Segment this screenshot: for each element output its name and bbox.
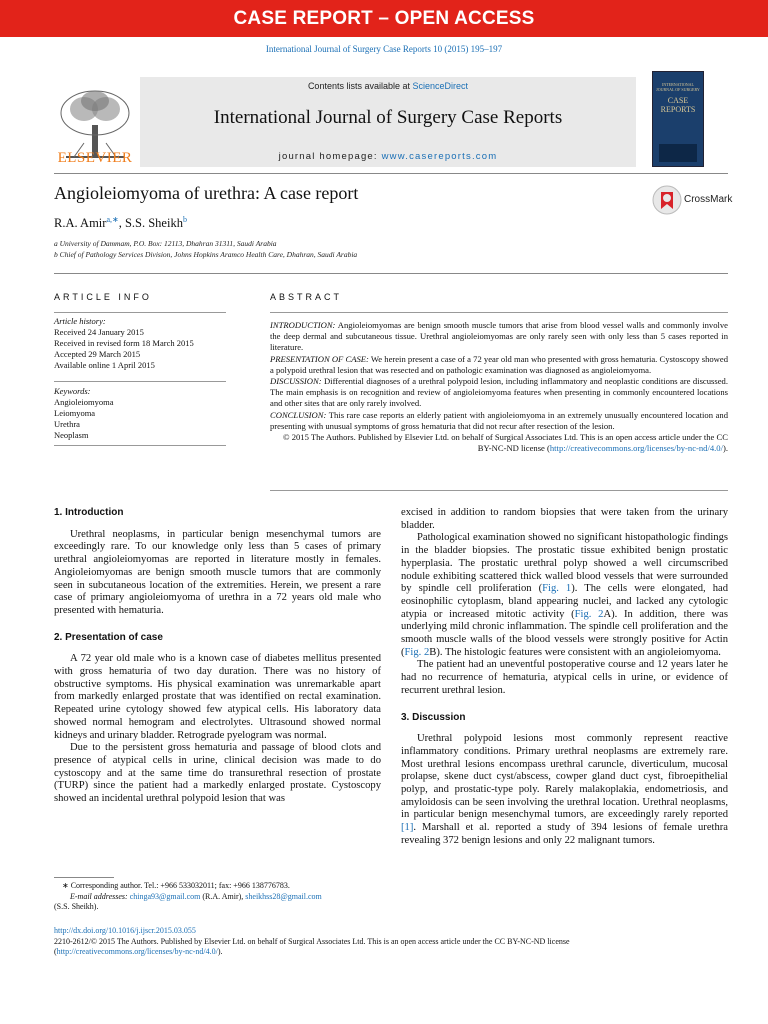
paragraph-text: . Marshall et al. reported a study of 394 lesions of female urethra revealing 372 benign lesions and only 22 malignant tumors.	[401, 822, 728, 846]
email-label: E-mail addresses:	[70, 891, 128, 901]
corresponding-author-footnote	[54, 881, 381, 913]
abstract-copyright	[270, 432, 728, 454]
paragraph	[401, 532, 728, 659]
history-item: Received in revised form 18 March 2015	[54, 338, 194, 348]
paragraph: Urethral neoplasms, in particular benign mesenchymal tumors are exceedingly rare. To our knowledge only less than 5 cases of primary urethral angioleiomyomas are reported in literature mostly in females. Angioleiomyomas are benign smooth muscle tumors that are commonly seen in subcutaneous location of the extremities. Herein, we present a rare case of primary angioleiomyoma of urethra in a 72 years old male who presented with hematuria.	[54, 528, 381, 616]
section-heading-introduction: 1. Introduction	[54, 507, 124, 518]
abstract-divider	[270, 312, 728, 313]
figure-reference[interactable]: Fig. 2	[574, 608, 604, 620]
figure-reference[interactable]: Fig. 2	[404, 646, 430, 658]
author-affiliation-mark[interactable]: a,∗	[106, 215, 119, 224]
crossmark-label[interactable]: CrossMark	[684, 194, 733, 205]
abstract-section-label: PRESENTATION OF CASE:	[270, 353, 369, 364]
figure-reference[interactable]: Fig. 1	[542, 583, 572, 595]
info-divider	[54, 445, 226, 446]
history-item: Available online 1 April 2015	[54, 360, 155, 370]
email-link[interactable]: sheikhss28@gmail.com	[245, 891, 322, 901]
doi-link[interactable]: http://dx.doi.org/10.1016/j.ijscr.2015.03.055	[54, 926, 196, 935]
license-link[interactable]: http://creativecommons.org/licenses/by-nc-nd/4.0/	[56, 947, 218, 956]
abstract-conclusion	[270, 410, 728, 432]
keyword: Leiomyoma	[54, 408, 96, 418]
paragraph-text: B). The histologic features were consistent with an angioleiomyoma.	[429, 646, 721, 658]
front-matter-divider	[54, 273, 728, 274]
right-column	[401, 507, 728, 848]
keywords-label: Keywords:	[54, 386, 91, 396]
affiliation: a University of Dammam, P.O. Box: 12113, Dhahran 31311, Saudi Arabia	[54, 239, 277, 248]
left-column	[54, 507, 381, 806]
article-title: Angioleiomyoma of urethra: A case report	[54, 183, 359, 203]
abstract-section-text: Differential diagnoses of a urethral polypoid lesion, including inflammatory and neoplastic conditions are discussed. The main emphasis is on recognition and review of angioleiomyoma features when presenting in commonly encountered locations and other sites that are only rarely involved.	[270, 376, 728, 409]
sciencedirect-link[interactable]: ScienceDirect	[412, 81, 469, 91]
contents-line	[140, 81, 636, 91]
page-bottom: http://dx.doi.org/10.1016/j.ijscr.2015.03.055 2210-2612/© 2015 The Authors. Published by Elsevier Ltd. on behalf of Surgical Associates Ltd. This is an open access article under the CC BY-NC-ND license (http://creativecommons.org/licenses/by-nc-nd/4.0/).	[54, 926, 728, 958]
keyword: Angioleiomyoma	[54, 397, 114, 407]
article-info-heading: ARTICLE INFO	[54, 292, 152, 302]
homepage-link[interactable]: www.casereports.com	[381, 151, 498, 162]
section-heading-presentation: 2. Presentation of case	[54, 631, 163, 643]
header-divider	[54, 173, 728, 174]
email-owner: (R.A. Amir),	[200, 891, 246, 901]
cover-line-2: CASE REPORTS	[660, 96, 696, 114]
abstract-divider	[270, 490, 728, 491]
email-owner: (S.S. Sheikh).	[54, 902, 99, 911]
section-heading-discussion: 3. Discussion	[401, 711, 466, 723]
keyword: Neoplasm	[54, 430, 89, 440]
history-item: Accepted 29 March 2015	[54, 349, 141, 359]
paragraph-text: A). In addition, there was underlying mild chronic inflammation. The spindle cell proliferation and the smooth muscle walls of the blood vessels were strongly positive for Actin (	[401, 608, 728, 658]
history-label: Article history:	[54, 316, 106, 326]
abstract-section-text: This rare case reports an elderly patient with angioleiomyoma in an extremely unusually encountered location and presenting with unusual symptoms of gross hematuria that did not recur after resection of the lesion.	[270, 409, 728, 431]
author-list: R.A. Amir$^{a,∗}$, S.S. Sheikh$^b$	[54, 215, 187, 231]
abstract-presentation	[270, 354, 728, 376]
paragraph	[401, 733, 728, 847]
author-affiliation-mark[interactable]: b	[182, 215, 187, 224]
homepage-prefix: journal homepage:	[278, 151, 378, 162]
open-access-banner: CASE REPORT – OPEN ACCESS	[0, 0, 768, 37]
journal-citation[interactable]: International Journal of Surgery Case Reports 10 (2015) 195–197	[265, 44, 503, 54]
article-info	[54, 312, 226, 441]
history-item: Received 24 January 2015	[54, 327, 144, 337]
paragraph: The patient had an uneventful postoperative course and 12 years later he had no recurrence of hematuria, atypical cells in urine, or evidence of recurrent urethral lesion.	[401, 659, 728, 696]
abstract-section-label: DISCUSSION:	[270, 376, 322, 387]
license-link[interactable]: http://creativecommons.org/licenses/by-nc-nd/4.0/	[549, 443, 723, 454]
paragraph: excised in addition to random biopsies that were taken from the urinary bladder.	[401, 507, 728, 531]
abstract-body	[270, 320, 728, 454]
keyword: Urethra	[54, 419, 80, 429]
paragraph-text: Urethral polypoid lesions most commonly represent reactive inflammatory conditions. Primary urethral neoplasms are extremely rare. Most urethral lesions encompass urethral caruncle, diverticulum, mucosal prolapse, skene duct cyst/abscess, cowper gland duct cyst, fibroepithelial polyp, and prostatic-type poly. Rarely malakoplakia, endometriosis, and amyloidosis can be seen involving the urethral location. Urethral neoplasms, in particular benign mesenchymal tumors, are exceedingly rarely reported	[401, 733, 728, 821]
abstract-section-text: Angioleiomyomas are benign smooth muscle tumors that arise from blood vessel walls and commonly involve the deep dermal and subcutaneous tissue. Urethral angioleiomyomas are only rarely seen with only less than 5 cases reported in literature.	[270, 320, 728, 353]
contents-prefix: Contents lists available at	[307, 81, 410, 91]
corresponding-author: ∗ Corresponding author. Tel.: +966 533032011; fax: +966 138776783.	[62, 881, 290, 890]
journal-header	[140, 77, 636, 167]
abstract-section-label: CONCLUSION:	[270, 409, 327, 420]
issn-license: 2210-2612/© 2015 The Authors. Published by Elsevier Ltd. on behalf of Surgical Associates Ltd. This is an open access article under the CC BY-NC-ND license	[54, 936, 570, 946]
paragraph: Due to the persistent gross hematuria and passage of blood clots and presence of atypical cells in urine, clinical decision was made to do cystoscopy and at the same time do transurethral resection of prostate (TURP) since the patient had a markedly enlarged prostate. Cystoscopy showed an incidental urethral polypoid lesion that was	[54, 742, 381, 805]
publisher-name: ELSEVIER	[57, 150, 133, 166]
journal-title: International Journal of Surgery Case Reports	[213, 107, 563, 128]
abstract-discussion	[270, 376, 728, 410]
footnote-divider	[54, 877, 114, 878]
abstract-section-label: INTRODUCTION:	[270, 320, 336, 330]
email-link[interactable]: chinga93@gmail.com	[129, 891, 201, 901]
paragraph-text: Pathological examination showed no significant histopathologic findings in the bladder biopsies. The prostatic tissue exhibited benign prostatic hyperplasia. The prostatic urethral polyp showed a well circumscribed nodule exhibiting scattered thick walled blood vessels that were surrounded by spindle cell proliferation (	[401, 532, 728, 595]
paragraph-text: ). The cells were elongated, had eosinophilic cytoplasm, bland appearing nuclei, and lacked any cytologic atypia or increased mitotic activity (	[401, 583, 728, 620]
paragraph: A 72 year old male who is a known case of diabetes mellitus presented with gross hematuria of two day duration. There was no history of obstructive symptoms. His physical examination was unremarkable apart from markedly enlarged prostate that was identified on rectal examination. Repeated urine cytology showed few atypical cells. His laboratory data showed normal hemogram and electrolytes. Ultrasound showed normal kidneys and urinary bladder. Retrograde pyelogram was normal.	[54, 653, 381, 741]
journal-cover-thumbnail	[652, 71, 704, 167]
abstract-section-text: We herein present a case of a 72 year old man who presented with gross hematuria. Cystoscopy showed a polypoid urethral lesion that was resected and on pathologic examination was diagnosed as angioleiomyoma.	[270, 353, 728, 375]
author-name: S.S. Sheikh	[124, 216, 183, 231]
citation-reference[interactable]: [1]	[401, 822, 414, 834]
abstract-heading: ABSTRACT	[270, 292, 343, 302]
affiliation: b Chief of Pathology Services Division, Johns Hopkins Aramco Health Care, Dhahran, Saudi Arabia	[54, 250, 358, 259]
license-close: ).	[217, 947, 223, 956]
copyright-end: ).	[722, 443, 728, 454]
author-name: R.A. Amir	[54, 216, 107, 231]
cover-line-1: INTERNATIONAL JOURNAL OF SURGERY	[656, 82, 700, 92]
abstract-introduction	[270, 320, 728, 354]
copyright-text: © 2015 The Authors. Published by Elsevier Ltd. on behalf of Surgical Associates Ltd. This is an open access article under the CC BY-NC-ND license (	[283, 432, 728, 454]
journal-homepage	[140, 151, 636, 162]
cover-image-block	[659, 144, 697, 162]
crossmark-icon[interactable]	[652, 185, 682, 215]
